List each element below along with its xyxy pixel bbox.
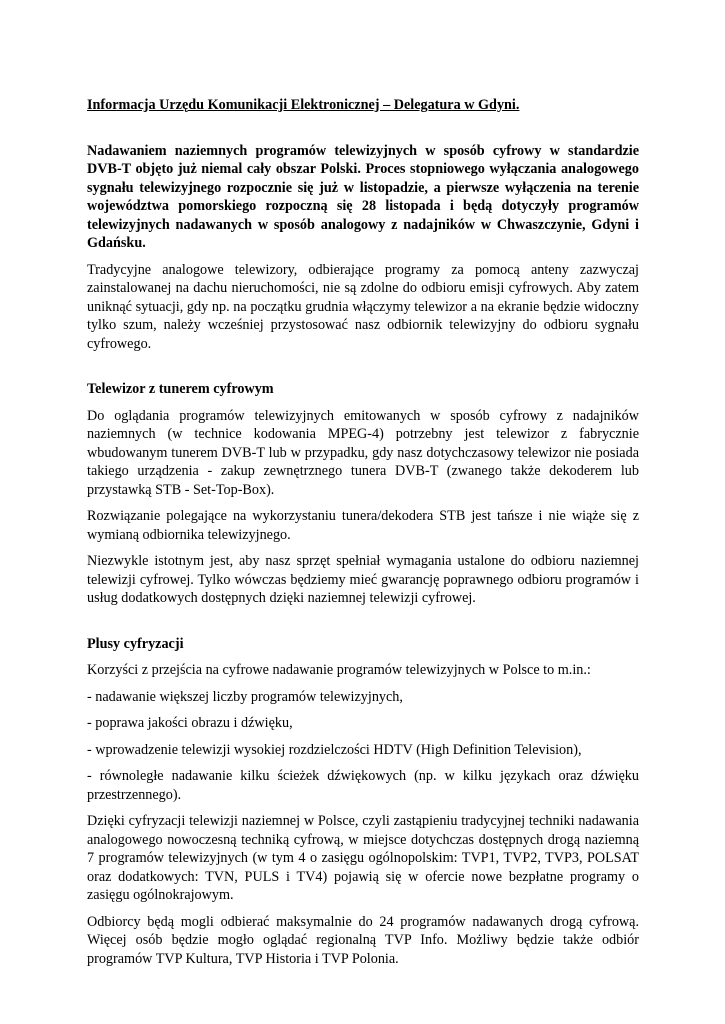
document-title: Informacja Urzędu Komunikacji Elektronicznej – Delegatura w Gdyni.	[87, 97, 520, 113]
benefit-list-item: - poprawa jakości obrazu i dźwięku,	[87, 715, 293, 731]
intro-paragraph: Tradycyjne analogowe telewizory, odbierające programy za pomocą anteny zazwyczaj zainstalowanej na dachu nieruchomości, nie są zdolne do odbioru emisji cyfrowych. Aby zatem uniknąć sytuacji, gdy np. na początku grudnia włączymy telewizor a na ekranie będzie widoczny tylko szum, należy wcześniej przystosować nasz odbiornik telewizyjny do odbioru sygnału cyfrowego.	[87, 261, 639, 352]
section2-intro: Korzyści z przejścia na cyfrowe nadawanie programów telewizyjnych w Polsce to m.in.:	[87, 662, 591, 678]
section1-paragraph: Niezwykle istotnym jest, aby nasz sprzęt spełniał wymagania ustalone do odbioru naziemnej telewizji cyfrowej. Tylko wówczas będziemy mieć gwarancję poprawnego odbioru programów i usług dodatkowych dostępnych dzięki naziemnej telewizji cyfrowej.	[87, 553, 639, 606]
lead-paragraph: Nadawaniem naziemnych programów telewizyjnych w sposób cyfrowy w standardzie DVB-T objęto już niemal cały obszar Polski. Proces stopniowego wyłączania analogowego sygnału telewizyjnego rozpocznie się już w listopadzie, a pierwsze wyłączenia na terenie województwa pomorskiego rozpoczną się 28 listopada i będą dotyczyły programów telewizyjnych nadawanych w sposób analogowy z nadajników w Chwaszczynie, Gdyni i Gdańsku.	[87, 142, 639, 251]
benefit-list-item: - nadawanie większej liczby programów telewizyjnych,	[87, 688, 403, 705]
section-heading-benefits: Plusy cyfryzacji	[87, 635, 184, 652]
document-page	[87, 96, 639, 976]
section1-paragraph: Rozwiązanie polegające na wykorzystaniu tunera/dekodera STB jest tańsze i nie wiąże się z wymianą odbiornika telewizyjnego.	[87, 508, 639, 543]
section1-paragraph: Do oglądania programów telewizyjnych emitowanych w sposób cyfrowy z nadajników naziemnych (w technice kodowania MPEG-4) potrzebny jest telewizor z fabrycznie wbudowanym tunerem DVB-T lub w przypadku, gdy nasz dotychczasowy telewizor nie posiada takiego urządzenia - zakup zewnętrznego tunera DVB-T (zwanego także dekoderem lub przystawką STB - Set-Top-Box).	[87, 407, 639, 498]
section2-paragraph: Dzięki cyfryzacji telewizji naziemnej w Polsce, czyli zastąpieniu tradycyjnej techniki nadawania analogowego nowoczesną techniką cyfrową, w miejsce dotychczas dostępnych drogą naziemną 7 programów telewizyjnych (w tym 4 o zasięgu ogólnopolskim: TVP1, TVP2, TVP3, POLSAT oraz dodatkowych: TVN, PULS i TV4) pojawią się w ofercie nowe bezpłatne programy o zasięgu ogólnokrajowym.	[87, 813, 639, 903]
benefit-list-item: - wprowadzenie telewizji wysokiej rozdzielczości HDTV (High Definition Television),	[87, 741, 582, 758]
benefit-list-item: - równoległe nadawanie kilku ścieżek dźwiękowych (np. w kilku językach oraz dźwięku przestrzennego).	[87, 768, 639, 803]
section2-paragraph: Odbiorcy będą mogli odbierać maksymalnie do 24 programów nadawanych drogą cyfrową. Więcej osób będzie mogło oglądać regionalną TVP Info. Możliwy będzie także odbiór programów TVP Kultura, TVP Historia i TVP Polonia.	[87, 913, 639, 967]
section-heading-tuner: Telewizor z tunerem cyfrowym	[87, 381, 274, 397]
